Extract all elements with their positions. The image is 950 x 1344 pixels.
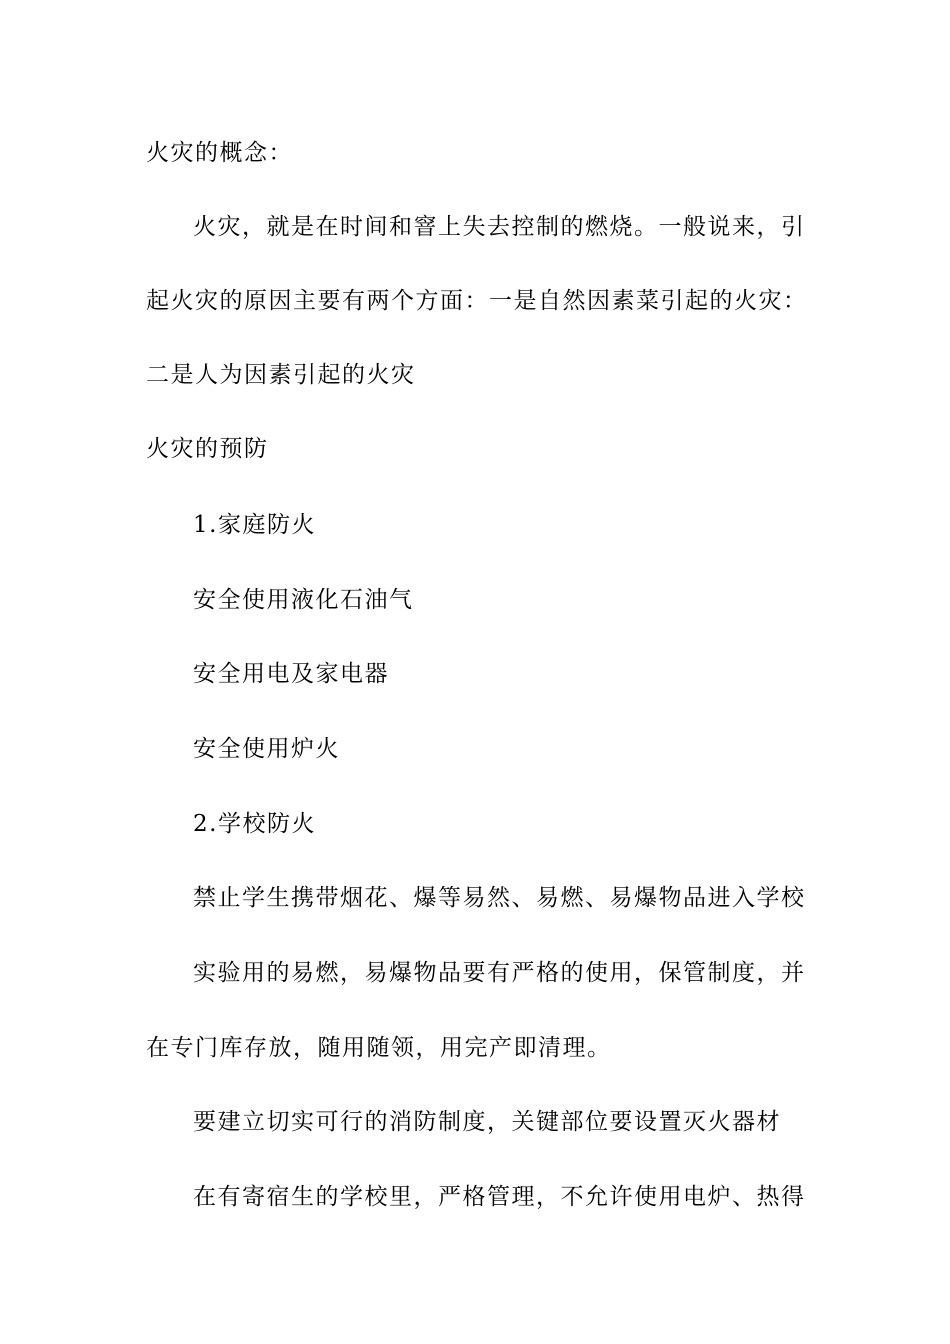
list-item: 安全使用炉火 [193, 736, 340, 762]
subheading-school-fire: 2.学校防火 [193, 811, 316, 837]
paragraph-line: 实验用的易燃，易爆物品要有严格的使用，保管制度，并 [193, 960, 806, 986]
paragraph-line: 起火灾的原因主要有两个方面：一是自然因素菜引起的火灾： [146, 288, 808, 314]
list-item: 安全使用液化石油气 [193, 587, 414, 613]
paragraph-line: 在有寄宿生的学校里，严格管理，不允许使用电炉、热得 [193, 1184, 806, 1210]
heading-fire-prevention: 火灾的预防 [146, 436, 269, 462]
paragraph-line: 在专门库存放，随用随领，用完产即清理。 [146, 1035, 612, 1061]
paragraph-line: 二是人为因素引起的火灾 [146, 362, 416, 388]
list-item: 安全用电及家电器 [193, 661, 389, 687]
heading-fire-concept: 火灾的概念： [146, 140, 293, 166]
paragraph-line: 火灾，就是在时间和窨上失去控制的燃烧。一般说来，引 [193, 214, 806, 240]
subheading-home-fire: 1.家庭防火 [193, 512, 316, 538]
list-item: 禁止学生携带烟花、爆等易然、易燃、易爆物品进入学校 [193, 885, 806, 911]
paragraph-line: 要建立切实可行的消防制度，关键部位要设置灭火器材 [193, 1109, 781, 1135]
